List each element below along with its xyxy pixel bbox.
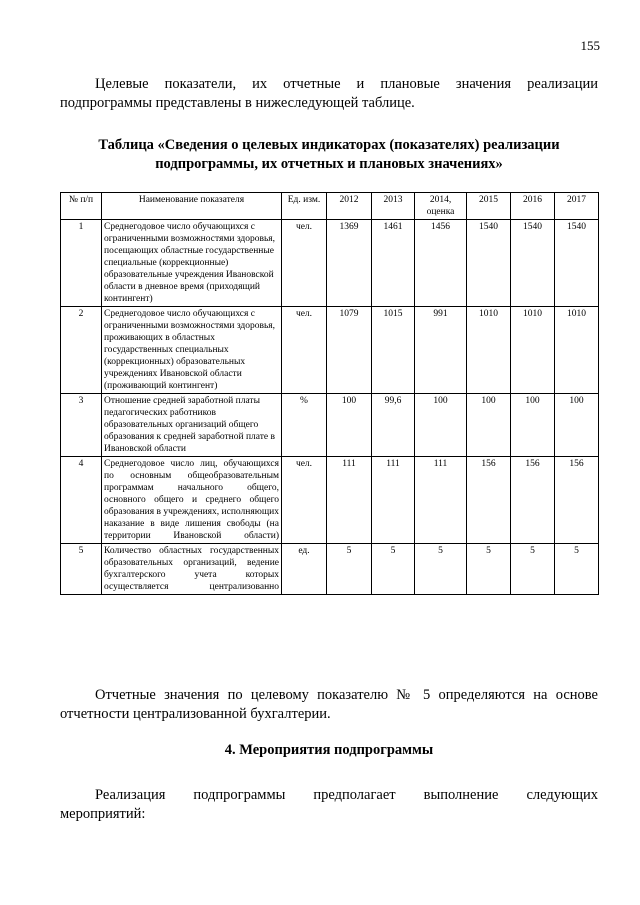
section-heading: 4. Мероприятия подпрограммы: [224, 742, 434, 758]
table-caption-line-2: подпрограммы, их отчетных и плановых значениях»: [155, 156, 503, 172]
header-2012: 2012: [327, 193, 372, 220]
table-caption: [60, 136, 598, 174]
page-number: 155: [580, 38, 600, 53]
table-row: [61, 220, 599, 307]
row-number: 4: [61, 457, 102, 544]
header-unit: Ед. изм.: [282, 193, 327, 220]
value-2013: 99,6: [372, 394, 415, 457]
indicator-name: Среднегодовое число лиц, обучающихся по основным общеобразовательным программам начального общего, основного общего и среднего общего образования в учреждениях, исполняющих наказание в виде лишения свободы (на территории Ивановской области): [102, 457, 282, 544]
value-2014: 1456: [415, 220, 467, 307]
indicator-name: Отношение средней заработной платы педагогических работников образовательных организаций общего образования к средней заработной плате в Ивановской области: [102, 394, 282, 457]
value-2013: 1461: [372, 220, 415, 307]
value-2014: 5: [415, 544, 467, 595]
unit-cell: чел.: [282, 457, 327, 544]
value-2013: 1015: [372, 307, 415, 394]
value-2012: 5: [327, 544, 372, 595]
value-2012: 1369: [327, 220, 372, 307]
value-2015: 156: [467, 457, 511, 544]
header-indicator-name: Наименование показателя: [102, 193, 282, 220]
row-number: 2: [61, 307, 102, 394]
value-2015: 5: [467, 544, 511, 595]
value-2016: 100: [511, 394, 555, 457]
table-header-row: [61, 193, 599, 220]
indicator-name: Среднегодовое число обучающихся с ограниченными возможностями здоровья, посещающих областные государственные специальные (коррекционные) образовательные учреждения Ивановской области в дневное время (приходящий контингент): [102, 220, 282, 307]
indicator-name: Среднегодовое число обучающихся с ограниченными возможностями здоровья, проживающих в областных государственных специальных (коррекционных) образовательных учреждениях Ивановской области (проживающий контингент): [102, 307, 282, 394]
value-2014: 991: [415, 307, 467, 394]
closing-line-1: Реализация подпрограммы предполагает выполнение следующих: [95, 787, 598, 803]
value-2014: 111: [415, 457, 467, 544]
indicator-name: Количество областных государственных образовательных организаций, ведение бухгалтерского учета которых осуществляется централизованно: [102, 544, 282, 595]
intro-paragraph: Целевые показатели, их отчетные и плановые значения реализации подпрограммы представлены в нижеследующей таблице.: [60, 76, 598, 111]
table-row: [61, 544, 599, 595]
value-2013: 111: [372, 457, 415, 544]
indicators-table: [60, 192, 599, 595]
value-2017: 1540: [555, 220, 599, 307]
unit-cell: ед.: [282, 544, 327, 595]
table-caption-line-1: Таблица «Сведения о целевых индикаторах (показателях) реализации: [98, 137, 560, 153]
value-2015: 1010: [467, 307, 511, 394]
value-2016: 1540: [511, 220, 555, 307]
value-2016: 156: [511, 457, 555, 544]
value-2012: 100: [327, 394, 372, 457]
value-2015: 1540: [467, 220, 511, 307]
row-number: 3: [61, 394, 102, 457]
value-2015: 100: [467, 394, 511, 457]
value-2016: 1010: [511, 307, 555, 394]
value-2016: 5: [511, 544, 555, 595]
table-row: [61, 457, 599, 544]
header-2014: 2014, оценка: [415, 193, 467, 220]
value-2014: 100: [415, 394, 467, 457]
closing-line-2: мероприятий:: [60, 806, 146, 822]
unit-cell: чел.: [282, 307, 327, 394]
unit-cell: чел.: [282, 220, 327, 307]
value-2013: 5: [372, 544, 415, 595]
table-row: [61, 307, 599, 394]
row-number: 5: [61, 544, 102, 595]
value-2017: 156: [555, 457, 599, 544]
closing-paragraph: [60, 786, 598, 824]
value-2017: 100: [555, 394, 599, 457]
value-2012: 1079: [327, 307, 372, 394]
table-row: [61, 394, 599, 457]
row-number: 1: [61, 220, 102, 307]
header-2016: 2016: [511, 193, 555, 220]
header-2017: 2017: [555, 193, 599, 220]
note-paragraph: Отчетные значения по целевому показателю № 5 определяются на основе отчетности централизованной бухгалтерии.: [60, 687, 598, 722]
header-2015: 2015: [467, 193, 511, 220]
value-2017: 1010: [555, 307, 599, 394]
header-2013: 2013: [372, 193, 415, 220]
value-2017: 5: [555, 544, 599, 595]
unit-cell: %: [282, 394, 327, 457]
header-number: № п/п: [61, 193, 102, 220]
value-2012: 111: [327, 457, 372, 544]
